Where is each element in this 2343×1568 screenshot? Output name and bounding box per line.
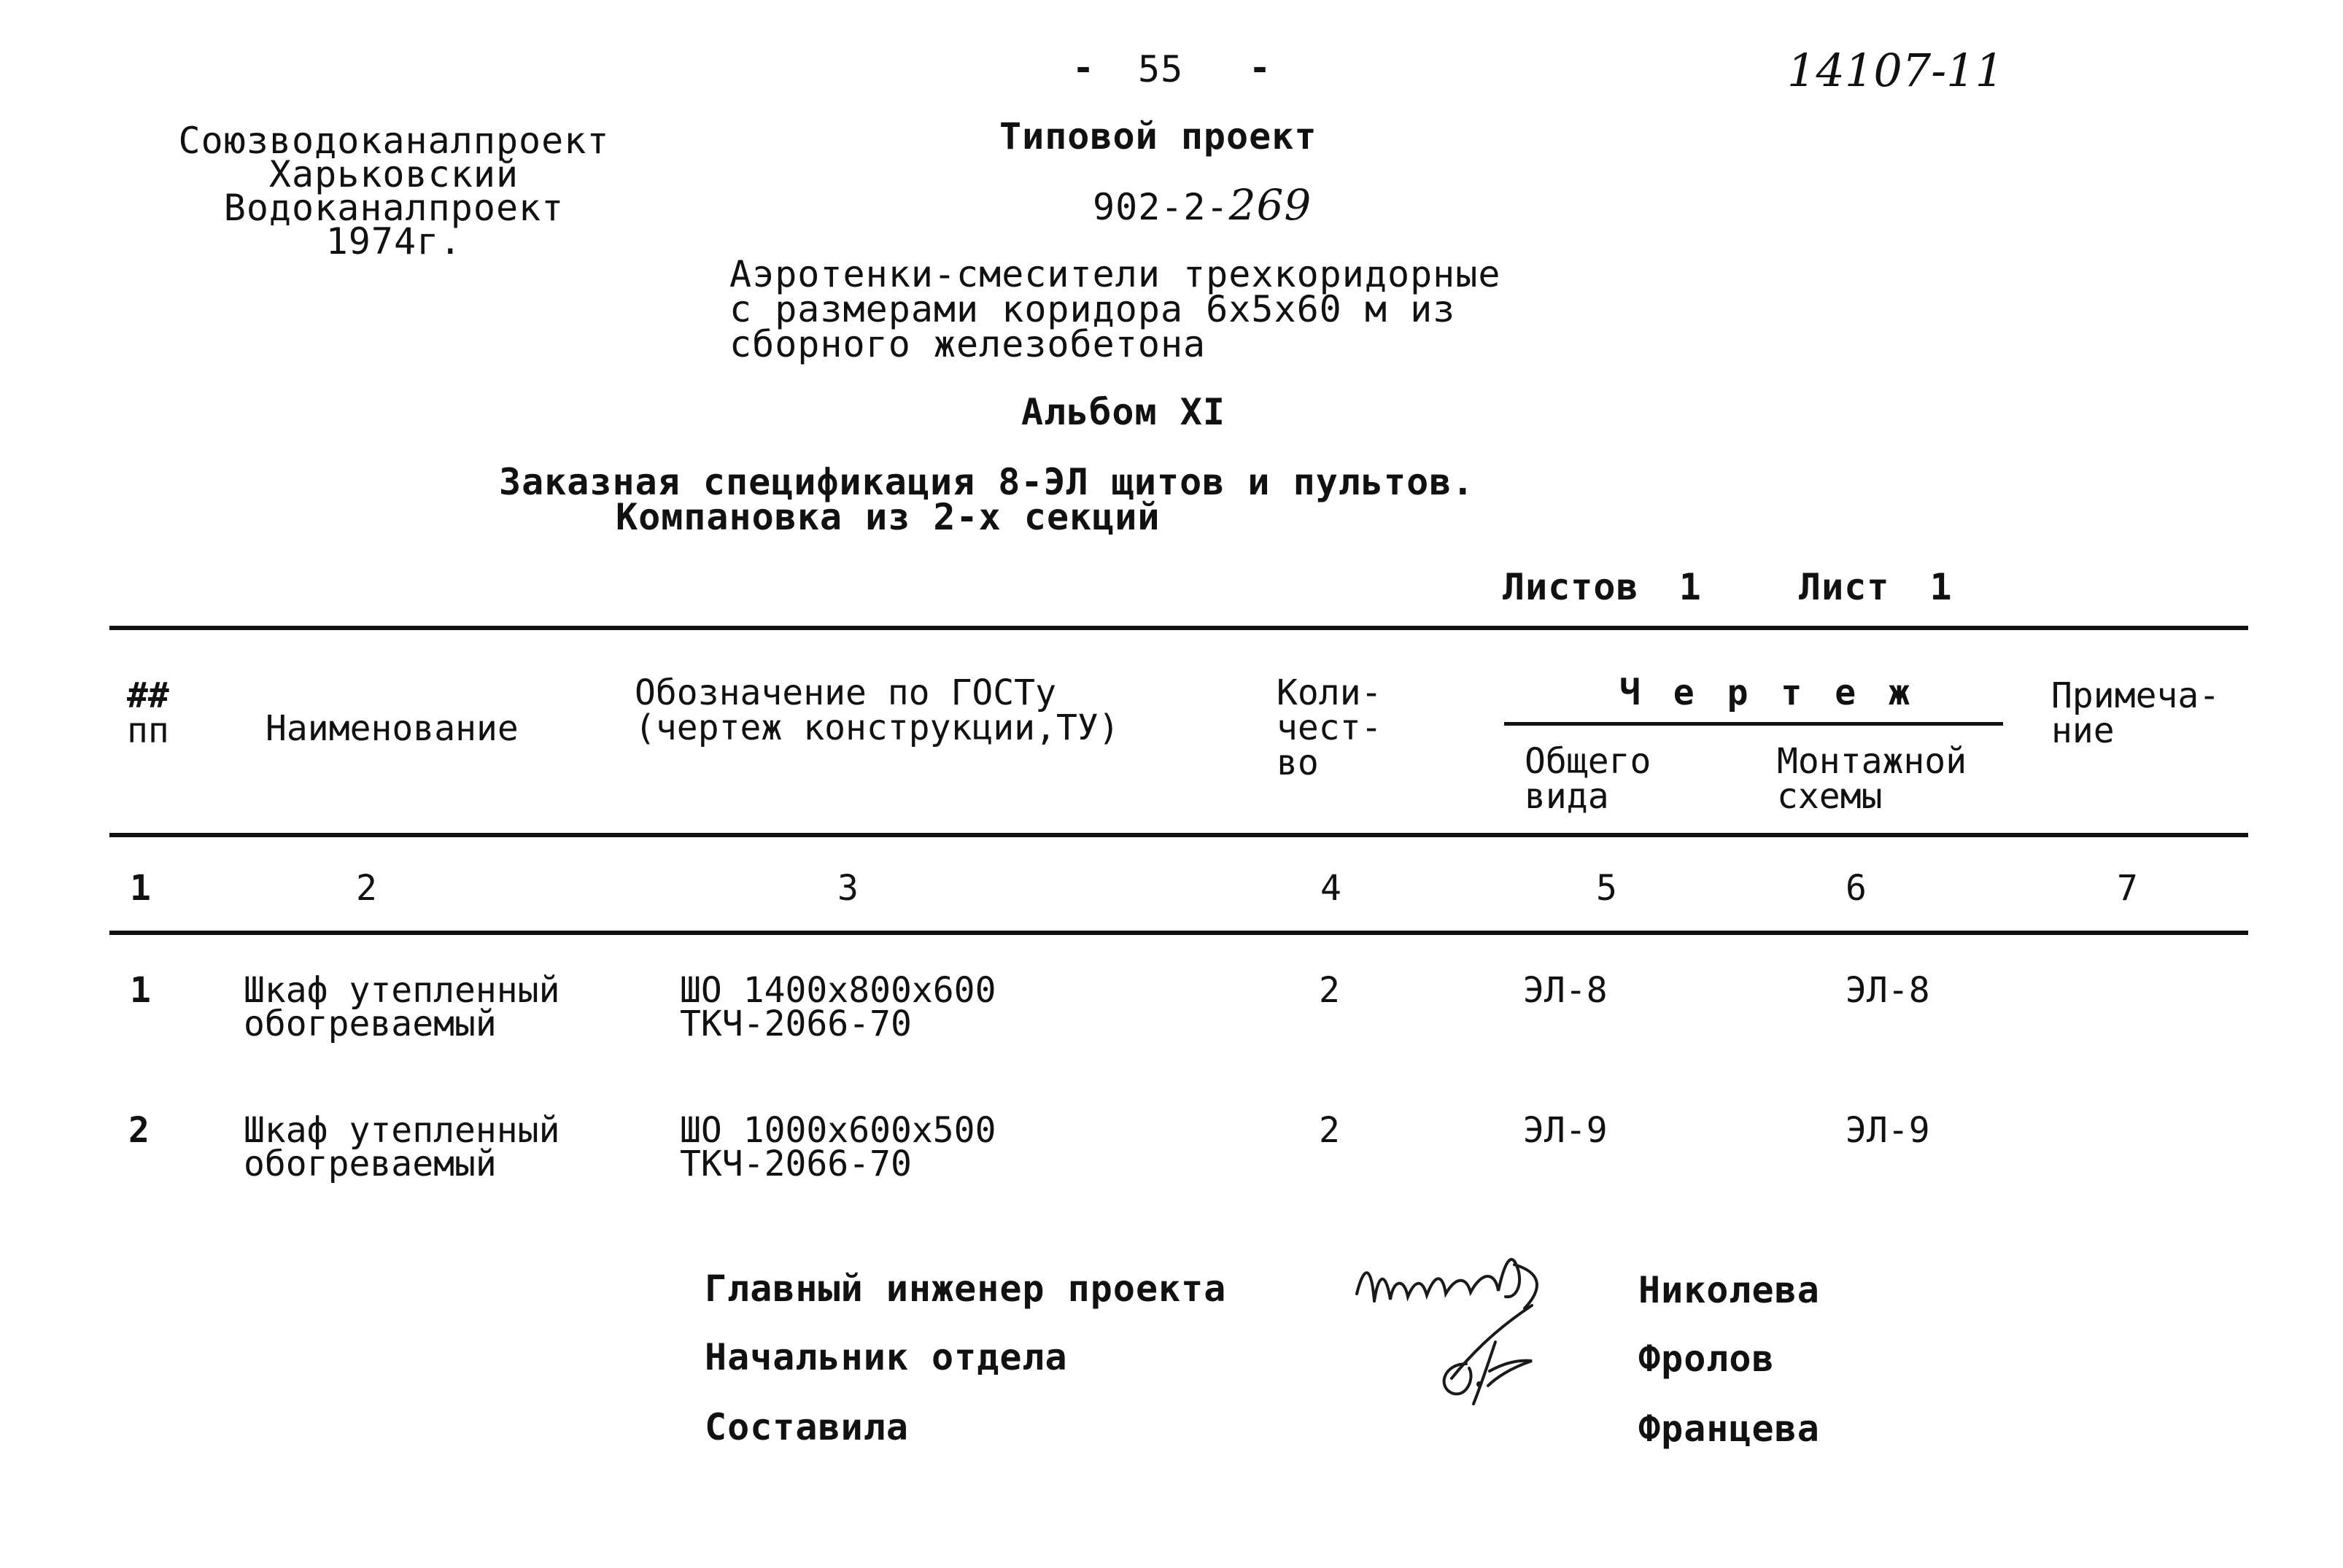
header-qty-line3: во [1277, 742, 1319, 783]
project-code-printed: 902-2- [1093, 186, 1229, 228]
project-description-line3: сборного железобетона [729, 323, 1207, 365]
row-qty: 2 [1319, 1110, 1340, 1151]
signature-name-department-head: Фролов [1638, 1338, 1775, 1380]
handwritten-signature-department-head [1422, 1298, 1568, 1408]
table-top-rule [109, 626, 2248, 630]
page-number: 55 [1138, 48, 1184, 90]
header-drawing-group: Ч е р т е ж [1619, 672, 1916, 713]
project-type-label: Типовой проект [999, 115, 1317, 158]
row-name-line1: Шкаф утепленный [244, 1110, 560, 1151]
header-bottom-rule [109, 833, 2248, 837]
column-numbers-bottom-rule [109, 931, 2248, 935]
sheets-total-label: Листов [1503, 566, 1639, 608]
row-gost-line2: ТКЧ-2066-70 [680, 1144, 912, 1184]
header-note-line1: Примеча- [2051, 675, 2220, 716]
row-name-line1: Шкаф утепленный [244, 970, 560, 1011]
sheet-current [1799, 566, 1953, 608]
row-mount: ЭЛ-9 [1846, 1110, 1930, 1151]
header-general-line1: Общего [1525, 741, 1651, 782]
signature-role-compiler: Составила [705, 1406, 909, 1448]
organization-line2: Харьковский [268, 153, 519, 195]
sheet-current-value: 1 [1929, 566, 1953, 608]
signature-role-chief-engineer: Главный инженер проекта [705, 1268, 1227, 1310]
header-gost-line1: Обозначение по ГОСТу [635, 672, 1056, 713]
header-num-line2: пп [127, 710, 169, 751]
organization-line1: Союзводоканалпроект [178, 120, 610, 162]
sheets-total-value: 1 [1678, 566, 1702, 608]
header-mount-line2: схемы [1777, 776, 1883, 817]
organization-line3: Водоканалпроект [223, 187, 565, 229]
header-name: Наименование [266, 708, 519, 749]
signature-name-chief-engineer: Николева [1638, 1269, 1820, 1311]
album-title: Альбом XI [1021, 391, 1225, 433]
signature-name-compiler: Францева [1638, 1408, 1820, 1450]
column-number-6: 6 [1846, 868, 1867, 909]
row-gost-line2: ТКЧ-2066-70 [680, 1004, 912, 1044]
archive-number: 14107-11 [1787, 44, 2005, 97]
row-name-line2: обогреваемый [244, 1004, 497, 1044]
header-num-line1: ## [127, 675, 169, 716]
project-description-line2: с размерами коридора 6х5х60 м из [729, 288, 1456, 330]
row-num: 1 [130, 970, 151, 1011]
header-general-line2: вида [1525, 776, 1609, 817]
column-number-3: 3 [837, 868, 859, 909]
project-description [729, 253, 1501, 365]
header-gost-line2: (чертеж конструкции,ТУ) [635, 707, 1120, 748]
page-number-dash-left: - [1072, 47, 1096, 89]
column-number-4: 4 [1320, 868, 1341, 909]
row-num: 2 [128, 1110, 150, 1151]
column-number-1: 1 [130, 868, 151, 909]
header-qty-line1: Коли- [1277, 672, 1382, 713]
sheets-total [1503, 566, 1702, 608]
signature-role-department-head: Начальник отдела [705, 1336, 1068, 1378]
project-description-line1: Аэротенки-смесители трехкоридорные [729, 253, 1501, 295]
row-gost-line1: ШО 1400х800х600 [680, 970, 996, 1011]
page-number-dash-right: - [1249, 47, 1272, 89]
row-gost-line1: ШО 1000х600х500 [680, 1110, 996, 1151]
header-mount-line1: Монтажной [1777, 741, 1967, 782]
organization-block [160, 120, 627, 263]
spec-title-line2: Компановка из 2-х секций [616, 496, 1161, 538]
spec-title-line1: Заказная спецификация 8-ЭЛ щитов и пультов. [499, 461, 1475, 503]
row-general: ЭЛ-8 [1523, 970, 1608, 1011]
row-qty: 2 [1319, 970, 1340, 1011]
column-number-5: 5 [1596, 868, 1617, 909]
sheet-current-label: Лист [1799, 566, 1890, 608]
row-name-line2: обогреваемый [244, 1144, 497, 1184]
header-qty-line2: чест- [1277, 707, 1382, 748]
organization-year: 1974г. [325, 220, 462, 263]
project-code [1093, 180, 1312, 230]
header-note-line2: ние [2051, 710, 2115, 751]
row-mount: ЭЛ-8 [1846, 970, 1930, 1011]
column-number-7: 7 [2117, 868, 2138, 909]
drawing-group-rule [1504, 722, 2003, 726]
row-general: ЭЛ-9 [1523, 1110, 1608, 1151]
project-code-handwritten: 269 [1228, 180, 1312, 230]
column-number-2: 2 [356, 868, 377, 909]
